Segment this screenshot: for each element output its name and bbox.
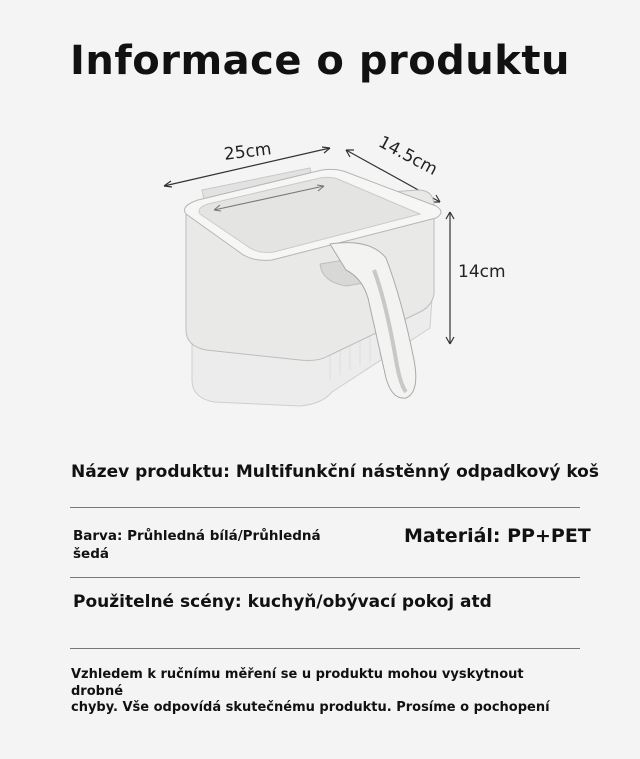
usage-scenes: Použitelné scény: kuchyň/obývací pokoj atd <box>73 592 492 612</box>
product-color: Barva: Průhledná bílá/Průhledná šedá <box>73 528 321 562</box>
page-title: Informace o produktu <box>70 38 570 84</box>
measurement-note <box>71 667 551 717</box>
divider <box>70 577 580 578</box>
note-line-1: Vzhledem k ručnímu měření se u produktu mohou vyskytnout drobné <box>71 667 524 699</box>
width-label: 25cm <box>222 139 273 165</box>
note-line-2: chyby. Vše odpovídá skutečnému produktu. Prosíme o pochopení <box>71 700 550 715</box>
height-label: 14cm <box>458 262 506 282</box>
depth-label: 14.5cm <box>375 132 441 180</box>
product-name: Název produktu: Multifunkční nástěnný odpadkový koš <box>71 462 599 482</box>
divider <box>70 507 580 508</box>
divider <box>70 648 580 649</box>
product-material: Materiál: PP+PET <box>404 525 591 547</box>
